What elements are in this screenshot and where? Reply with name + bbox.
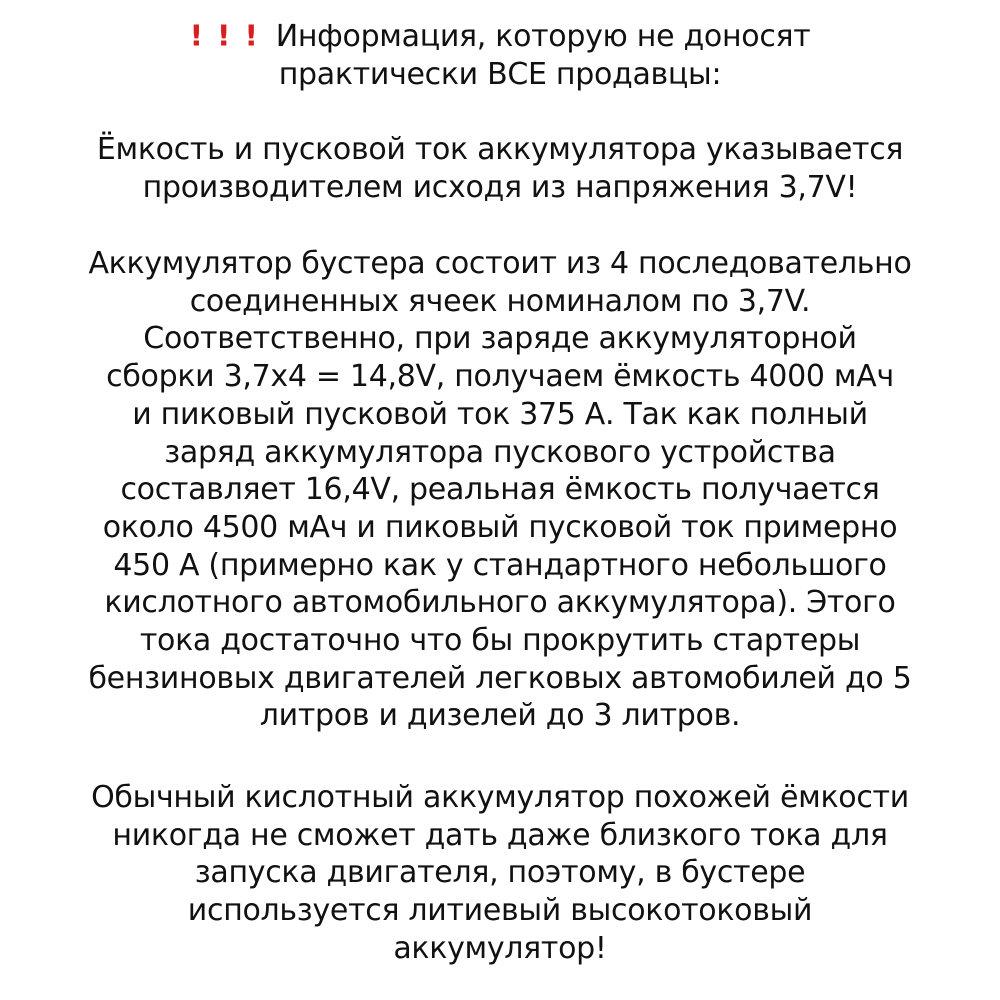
paragraph-line: Соответственно, при заряде аккумуляторной	[143, 321, 857, 357]
header-text-1: Информация, которую не доносят	[275, 19, 811, 54]
paragraph-line: запуска двигателя, поэтому, в бустере	[194, 855, 806, 891]
exclamation-mark-icon: !	[189, 19, 203, 54]
exclamation-marks	[190, 18, 258, 56]
header-line-2: практически ВСЕ продавцы:	[278, 56, 722, 92]
paragraph-line: аккумулятор!	[393, 930, 607, 966]
paragraph-line: заряд аккумулятора пускового устройства	[164, 434, 836, 470]
paragraph-line: соединенных ячеек номиналом по 3,7V.	[189, 283, 811, 319]
paragraph-line: Обычный кислотный аккумулятор похожей ёмкости	[91, 780, 909, 815]
paragraph-line: составляет 16,4V, реальная ёмкость получается	[120, 472, 880, 508]
warning-header	[0, 18, 1000, 93]
paragraph-line: литров и дизелей до 3 литров.	[259, 698, 741, 734]
exclamation-mark-icon: !	[216, 19, 231, 54]
paragraph-line: тока достаточно что бы прокрутить стартеры	[139, 623, 861, 659]
exclamation-mark-icon: !	[244, 19, 258, 54]
paragraph-line: Аккумулятор бустера состоит из 4 последовательно	[88, 246, 912, 281]
paragraph-battery-cells	[0, 245, 1000, 735]
paragraph-line: и пиковый пусковой ток 375 А. Так как полный	[132, 396, 868, 432]
paragraph-line: используется литиевый высокотоковый	[187, 893, 813, 929]
paragraph-line: 450 А (примерно как у стандартного небольшого	[113, 547, 887, 583]
paragraph-line: около 4500 мАч и пиковый пусковой ток примерно	[102, 509, 898, 545]
paragraph-line: бензиновых двигателей легковых автомобилей до 5	[88, 660, 912, 696]
paragraph-line: кислотного автомобильного аккумулятора). Этого	[104, 585, 896, 621]
paragraph-line: производителем исходя из напряжения 3,7V!	[142, 169, 858, 205]
paragraph-capacity-voltage	[0, 131, 1000, 206]
paragraph-line: никогда не сможет дать даже близкого тока для	[112, 817, 888, 853]
paragraph-line: Ёмкость и пусковой ток аккумулятора указывается	[96, 132, 904, 167]
paragraph-line: сборки 3,7x4 = 14,8V, получаем ёмкость 4000 мАч	[106, 359, 894, 395]
header-line-1	[0, 18, 1000, 56]
paragraph-acid-comparison	[0, 779, 1000, 968]
